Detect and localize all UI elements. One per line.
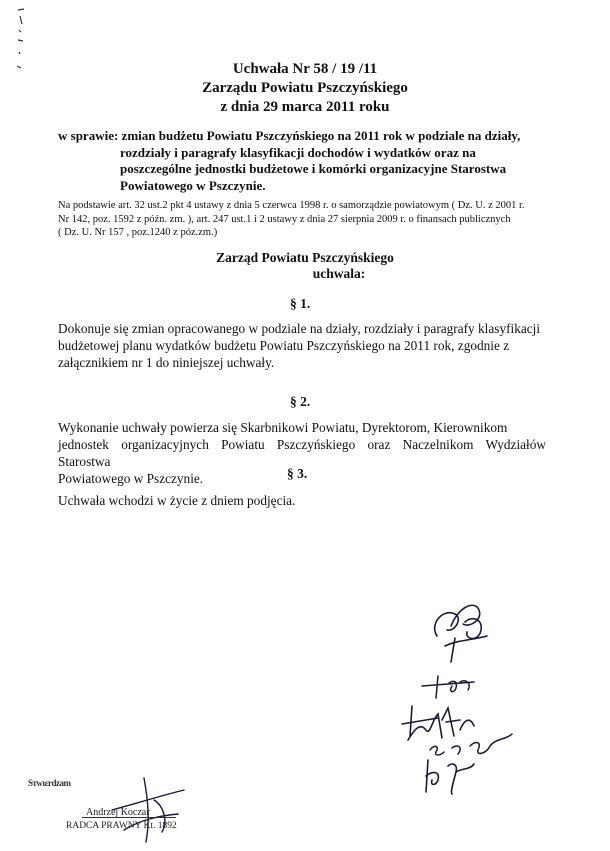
- document-title: [0, 60, 610, 117]
- section-3-line-1: Uchwała wchodzi w życie z dniem podjęcia.: [58, 493, 296, 508]
- subject-line-3: poszczególne jednostki budżetowe i komórki organizacyjne Starostwa: [120, 161, 507, 176]
- stamp-name: Andrzej Koczar: [86, 807, 150, 818]
- section-2-line-1: Wykonanie uchwały powierza się Skarbnikowi Powiatu, Dyrektorom, Kierownikom: [58, 420, 508, 435]
- section-sign-2: § 2.: [290, 394, 311, 409]
- section-sign-3: § 3.: [287, 466, 308, 481]
- stamp-role: RADCA PRAWNY Kt. 1892: [66, 821, 177, 831]
- section-1-line-2: budżetowej planu wydatków budżetu Powiatu Pszczyńskiego na 2011 rok, zgodnie z: [58, 338, 510, 353]
- legal-basis-line-3: ( Dz. U. Nr 157 , poz.1240 z póz.zm.): [58, 227, 218, 238]
- title-line-2: Zarządu Powiatu Pszczyńskiego: [202, 80, 408, 96]
- title-line-3: z dnia 29 marca 2011 roku: [220, 99, 390, 115]
- title-line-1: Uchwała Nr 58 / 19 /11: [232, 61, 378, 77]
- legal-basis-line-1: Na podstawie art. 32 ust.2 pkt 4 ustawy z dnia 5 czerwca 1998 r. o samorządzie powiatowym ( Dz. U. z 2001 r.: [58, 200, 525, 211]
- stamp-small-text: Sтwιεrdzam: [28, 778, 71, 788]
- board-heading: [0, 250, 610, 282]
- legal-basis-line-2: Nr 142, poz. 1592 z późn. zm. ), art. 247 ust.1 i 2 ustawy z dnia 27 sierpnia 2009 r. o finansach publicznych: [58, 213, 511, 225]
- subject-line-1: w sprawie: zmian budżetu Powiatu Pszczyńskiego na 2011 rok w podziale na działy,: [58, 128, 521, 143]
- section-2-line-3: Powiatowego w Pszczynie.: [58, 471, 204, 486]
- signature-1: [425, 596, 495, 666]
- subject-line-2: rozdziały i paragrafy klasyfikacji dochodów i wydatków oraz na: [120, 144, 476, 160]
- board-line-1: Zarząd Powiatu Pszczyńskiego: [216, 250, 394, 265]
- legal-basis: [58, 199, 548, 240]
- section-text-3: [58, 492, 546, 509]
- signature-5: [422, 756, 482, 796]
- section-2-line-2: jednostek organizacyjnych Powiatu Pszczyńskiego oraz Naczelnikom Wydziałów Starostwa: [58, 437, 546, 469]
- section-1-line-3: załącznikiem nr 1 do niniejszej uchwały.: [58, 355, 275, 370]
- subject-block: [58, 128, 558, 194]
- stamp-divider: [82, 817, 176, 818]
- section-text-1: [58, 320, 546, 371]
- board-line-2: uchwala:: [312, 266, 366, 281]
- section-1-line-1: Dokonuje się zmian opracowanego w podziale na działy, rozdziały i paragrafy klasyfikacji: [58, 321, 541, 336]
- section-sign-1: § 1.: [290, 296, 311, 311]
- signature-2: [418, 672, 478, 702]
- subject-line-4: Powiatowego w Pszczynie.: [120, 177, 266, 193]
